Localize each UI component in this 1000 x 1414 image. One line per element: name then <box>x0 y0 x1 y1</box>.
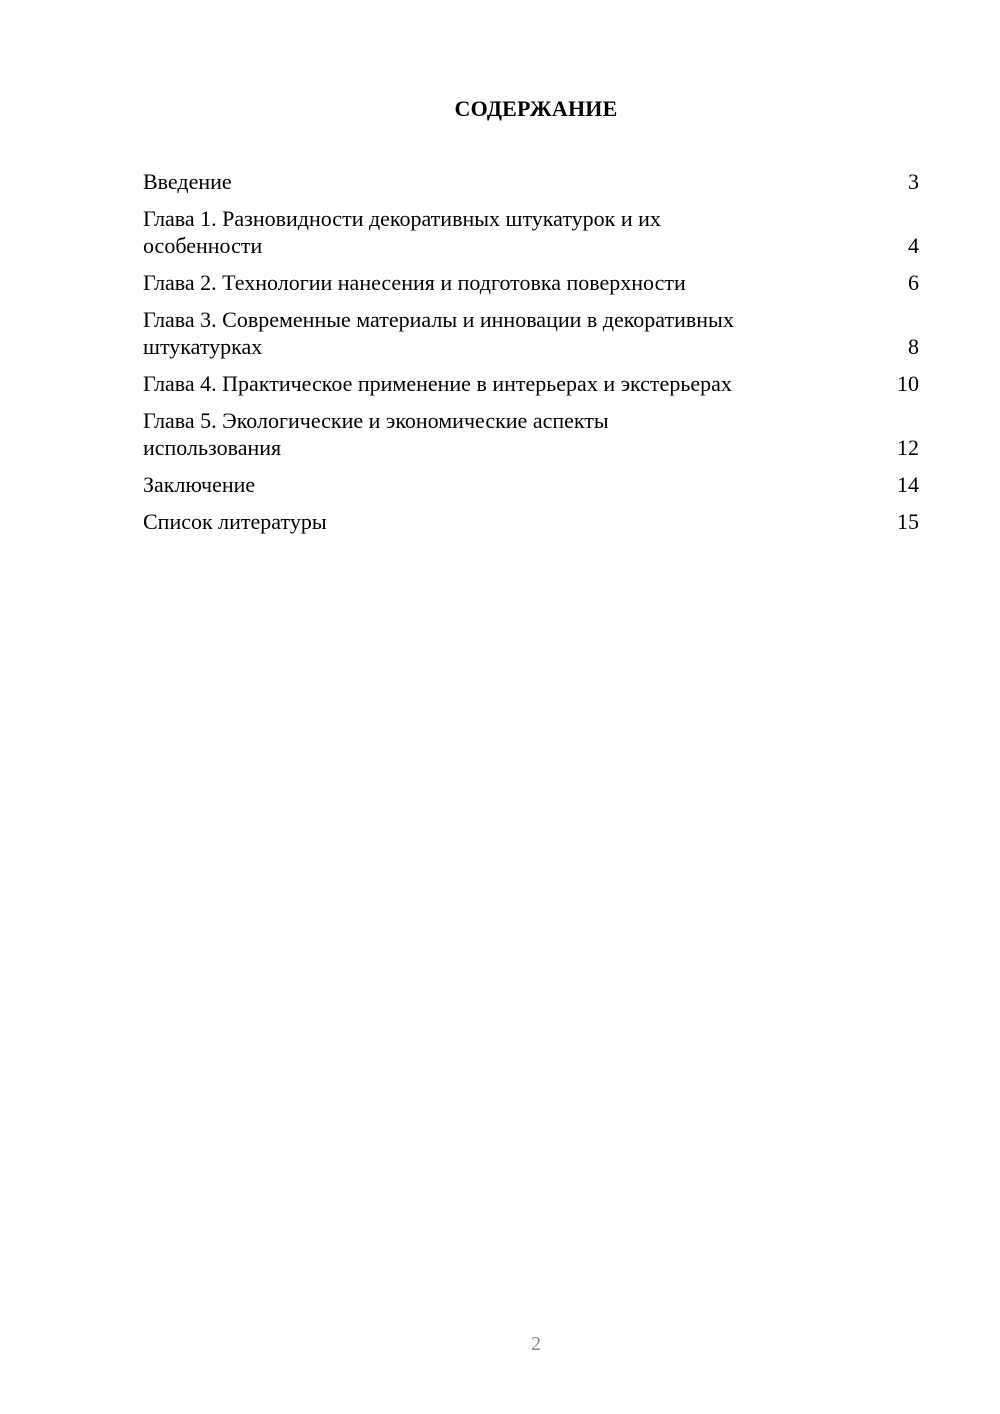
toc-entry-title: Заключение <box>143 472 256 497</box>
toc-entry-chapter-2[interactable] <box>143 269 919 296</box>
table-of-contents <box>143 168 919 545</box>
toc-entry-chapter-3[interactable] <box>143 306 919 360</box>
toc-entry-title: Введение <box>143 169 232 194</box>
toc-entry-title: Глава 2. Технологии нанесения и подготовка поверхности <box>143 270 686 295</box>
toc-entry-conclusion[interactable] <box>143 471 919 498</box>
toc-entry-page: 6 <box>908 270 919 295</box>
toc-entry-page: 3 <box>908 169 919 194</box>
toc-entry-chapter-5[interactable] <box>143 407 919 461</box>
toc-entry-introduction[interactable] <box>143 168 919 195</box>
toc-entry-chapter-1[interactable] <box>143 205 919 259</box>
toc-entry-page: 10 <box>897 371 919 396</box>
toc-entry-page: 8 <box>908 334 919 359</box>
toc-entry-references[interactable] <box>143 508 919 535</box>
toc-heading: СОДЕРЖАНИЕ <box>454 96 618 121</box>
toc-entry-title: Глава 5. Экологические и экономические аспекты использования <box>143 408 609 460</box>
toc-entry-chapter-4[interactable] <box>143 370 919 397</box>
toc-entry-title: Список литературы <box>143 509 327 534</box>
toc-entry-page: 15 <box>897 509 919 534</box>
toc-entry-title: Глава 3. Современные материалы и инновации в декоративных штукатурках <box>143 307 734 359</box>
page-number: 2 <box>531 1333 541 1355</box>
toc-entry-page: 12 <box>897 435 919 460</box>
toc-entry-title: Глава 1. Разновидности декоративных штукатурок и их особенности <box>143 206 661 258</box>
toc-entry-page: 14 <box>897 472 919 497</box>
toc-entry-title: Глава 4. Практическое применение в интерьерах и экстерьерах <box>143 371 732 396</box>
toc-entry-page: 4 <box>908 233 919 258</box>
